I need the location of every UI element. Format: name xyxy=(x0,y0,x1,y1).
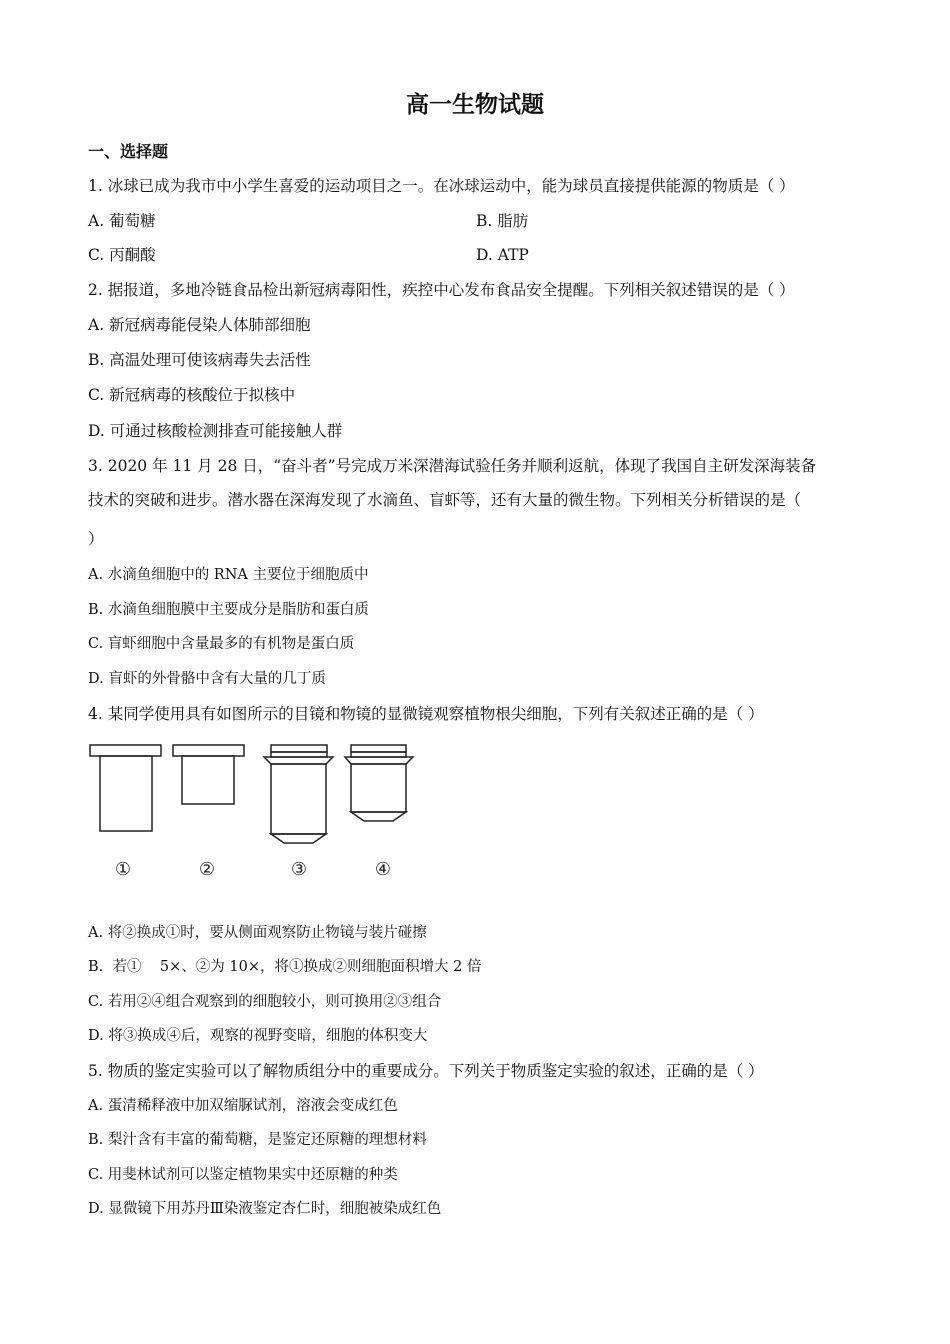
eyepiece-1 xyxy=(90,745,161,831)
objective-3 xyxy=(264,745,333,843)
q4-option-c: C. 若用②④组合观察到的细胞较小，则可换用②③组合 xyxy=(88,994,442,1010)
q5-option-c: C. 用斐林试剂可以鉴定植物果实中还原糖的种类 xyxy=(88,1167,398,1183)
q3-option-b: B. 水滴鱼细胞膜中主要成分是脂肪和蛋白质 xyxy=(88,602,369,618)
q4-stem: 4. 某同学使用具有如图所示的目镜和物镜的显微镜观察植物根尖细胞，下列有关叙述正确的是（ ） xyxy=(88,705,764,723)
q4-option-b: B. 若① 5×、②为 10×，将①换成②则细胞面积增大 2 倍 xyxy=(88,959,482,975)
q2-option-a: A. 新冠病毒能侵染人体肺部细胞 xyxy=(88,316,311,334)
q1-option-a: A. 葡萄糖 xyxy=(88,212,156,230)
q5-option-d: D. 显微镜下用苏丹Ⅲ染液鉴定杏仁时，细胞被染成红色 xyxy=(88,1201,442,1217)
q5-option-a: A. 蛋清稀释液中加双缩脲试剂，溶液会变成红色 xyxy=(88,1098,398,1114)
q3-option-c: C. 盲虾细胞中含量最多的有机物是蛋白质 xyxy=(88,636,355,652)
q2-option-d: D. 可通过核酸检测排查可能接触人群 xyxy=(88,422,343,440)
q3-stem-line3: ） xyxy=(88,530,104,548)
q3-option-a: A. 水滴鱼细胞中的 RNA 主要位于细胞质中 xyxy=(88,567,369,583)
q1-option-c: C. 丙酮酸 xyxy=(88,246,156,264)
figure-label-1: ① xyxy=(114,859,132,880)
q3-stem-line1: 3. 2020 年 11 月 28 日，“奋斗者”号完成万米深潜海试验任务并顺利返航，体现了我国自主研发深海装备 xyxy=(88,457,817,475)
figure-label-2: ② xyxy=(198,859,216,880)
q4-option-a: A. 将②换成①时，要从侧面观察防止物镜与装片碰擦 xyxy=(88,925,427,941)
q5-stem: 5. 物质的鉴定实验可以了解物质组分中的重要成分。下列关于物质鉴定实验的叙述，正确的是（ ） xyxy=(88,1062,764,1080)
q4-option-d: D. 将③换成④后，观察的视野变暗，细胞的体积变大 xyxy=(88,1028,428,1044)
q1-stem: 1. 冰球已成为我市中小学生喜爱的运动项目之一。在冰球运动中，能为球员直接提供能源的物质是（ ） xyxy=(88,177,795,195)
q1-option-d: D. ATP xyxy=(476,246,529,264)
figure-label-4: ④ xyxy=(374,859,392,880)
q3-option-d: D. 盲虾的外骨骼中含有大量的几丁质 xyxy=(88,671,326,687)
q5-option-b: B. 梨汁含有丰富的葡萄糖，是鉴定还原糖的理想材料 xyxy=(88,1132,427,1148)
q1-option-b: B. 脂肪 xyxy=(476,212,529,230)
figure-label-3: ③ xyxy=(290,859,308,880)
microscope-lens-figure xyxy=(80,735,420,885)
q2-stem: 2. 据报道，多地冷链食品检出新冠病毒阳性，疾控中心发布食品安全提醒。下列相关叙述错误的是（ ） xyxy=(88,281,795,299)
eyepiece-2 xyxy=(173,745,244,804)
q2-option-c: C. 新冠病毒的核酸位于拟核中 xyxy=(88,386,296,404)
q2-option-b: B. 高温处理可使该病毒失去活性 xyxy=(88,351,311,369)
section-heading: 一、选择题 xyxy=(88,142,169,161)
objective-4 xyxy=(345,745,413,821)
q3-stem-line2: 技术的突破和进步。潜水器在深海发现了水滴鱼、盲虾等，还有大量的微生物。下列相关分析错误的是（ xyxy=(88,491,802,509)
page-title: 高一生物试题 xyxy=(406,91,544,118)
